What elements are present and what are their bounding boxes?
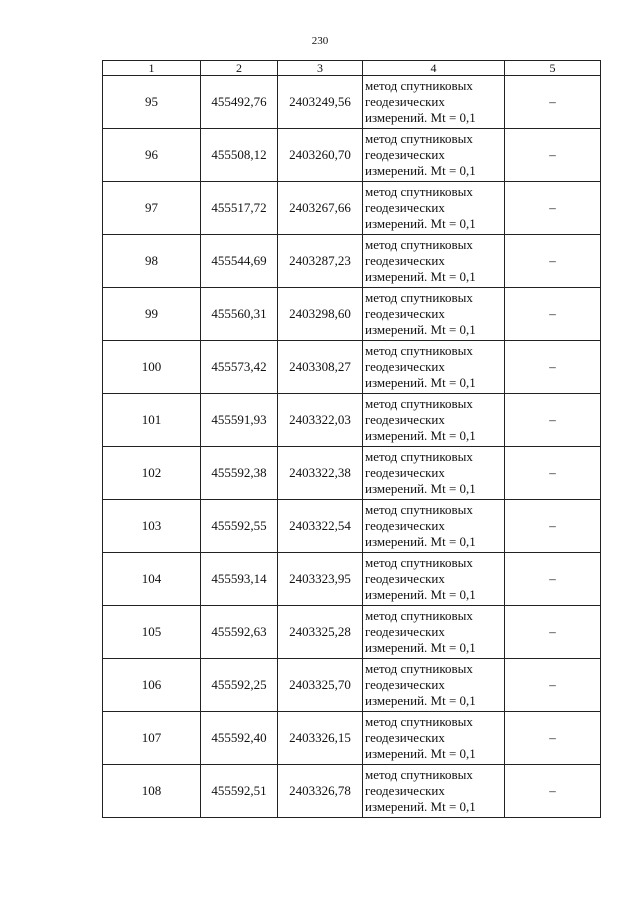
coord-x-cell: 455593,14 xyxy=(201,553,278,606)
method-cell xyxy=(363,712,505,765)
note-cell: – xyxy=(505,288,601,341)
method-line: измерений. Mt = 0,1 xyxy=(365,428,476,443)
method-line: измерений. Mt = 0,1 xyxy=(365,693,476,708)
method-cell xyxy=(363,500,505,553)
method-line: метод спутниковых xyxy=(365,449,473,464)
method-cell xyxy=(363,341,505,394)
note-cell: – xyxy=(505,712,601,765)
coord-x-cell: 455591,93 xyxy=(201,394,278,447)
point-number-cell: 97 xyxy=(103,182,201,235)
method-line: метод спутниковых xyxy=(365,502,473,517)
table-row xyxy=(103,76,601,129)
note-cell: – xyxy=(505,341,601,394)
point-number-cell: 106 xyxy=(103,659,201,712)
coord-y-cell: 2403322,03 xyxy=(278,394,363,447)
coord-y-cell: 2403325,70 xyxy=(278,659,363,712)
coord-x-cell: 455560,31 xyxy=(201,288,278,341)
note-cell: – xyxy=(505,765,601,818)
table-row xyxy=(103,288,601,341)
table-row xyxy=(103,235,601,288)
method-line: метод спутниковых xyxy=(365,555,473,570)
method-cell xyxy=(363,765,505,818)
coordinates-table xyxy=(102,60,601,818)
method-line: геодезических xyxy=(365,253,445,268)
coord-y-cell: 2403267,66 xyxy=(278,182,363,235)
method-line: метод спутниковых xyxy=(365,131,473,146)
method-line: измерений. Mt = 0,1 xyxy=(365,269,476,284)
method-cell xyxy=(363,447,505,500)
coord-y-cell: 2403323,95 xyxy=(278,553,363,606)
table-row xyxy=(103,447,601,500)
note-cell: – xyxy=(505,129,601,182)
coord-x-cell: 455592,25 xyxy=(201,659,278,712)
method-line: метод спутниковых xyxy=(365,184,473,199)
method-line: измерений. Mt = 0,1 xyxy=(365,640,476,655)
method-line: измерений. Mt = 0,1 xyxy=(365,481,476,496)
coord-y-cell: 2403298,60 xyxy=(278,288,363,341)
coord-x-cell: 455508,12 xyxy=(201,129,278,182)
table-row xyxy=(103,606,601,659)
method-line: измерений. Mt = 0,1 xyxy=(365,375,476,390)
method-cell xyxy=(363,394,505,447)
method-line: геодезических xyxy=(365,412,445,427)
coord-y-cell: 2403308,27 xyxy=(278,341,363,394)
method-line: метод спутниковых xyxy=(365,396,473,411)
point-number-cell: 104 xyxy=(103,553,201,606)
method-cell xyxy=(363,606,505,659)
method-line: измерений. Mt = 0,1 xyxy=(365,216,476,231)
coord-y-cell: 2403287,23 xyxy=(278,235,363,288)
header-col-5: 5 xyxy=(505,61,601,76)
method-cell xyxy=(363,288,505,341)
point-number-cell: 99 xyxy=(103,288,201,341)
coord-x-cell: 455592,63 xyxy=(201,606,278,659)
method-line: геодезических xyxy=(365,518,445,533)
method-cell xyxy=(363,553,505,606)
point-number-cell: 107 xyxy=(103,712,201,765)
method-cell xyxy=(363,182,505,235)
table-row xyxy=(103,129,601,182)
method-line: метод спутниковых xyxy=(365,290,473,305)
point-number-cell: 102 xyxy=(103,447,201,500)
coord-y-cell: 2403249,56 xyxy=(278,76,363,129)
point-number-cell: 105 xyxy=(103,606,201,659)
method-line: геодезических xyxy=(365,94,445,109)
note-cell: – xyxy=(505,76,601,129)
method-line: геодезических xyxy=(365,624,445,639)
method-line: измерений. Mt = 0,1 xyxy=(365,534,476,549)
method-line: геодезических xyxy=(365,465,445,480)
method-line: метод спутниковых xyxy=(365,608,473,623)
method-cell xyxy=(363,659,505,712)
method-line: измерений. Mt = 0,1 xyxy=(365,322,476,337)
table-row xyxy=(103,394,601,447)
method-line: измерений. Mt = 0,1 xyxy=(365,587,476,602)
coord-x-cell: 455492,76 xyxy=(201,76,278,129)
point-number-cell: 100 xyxy=(103,341,201,394)
method-line: метод спутниковых xyxy=(365,343,473,358)
point-number-cell: 98 xyxy=(103,235,201,288)
method-line: геодезических xyxy=(365,783,445,798)
method-line: геодезических xyxy=(365,730,445,745)
method-cell xyxy=(363,235,505,288)
method-line: измерений. Mt = 0,1 xyxy=(365,746,476,761)
table-row xyxy=(103,712,601,765)
method-line: геодезических xyxy=(365,306,445,321)
note-cell: – xyxy=(505,659,601,712)
method-line: измерений. Mt = 0,1 xyxy=(365,163,476,178)
coord-x-cell: 455592,55 xyxy=(201,500,278,553)
coord-y-cell: 2403325,28 xyxy=(278,606,363,659)
header-col-1: 1 xyxy=(103,61,201,76)
table-row xyxy=(103,553,601,606)
note-cell: – xyxy=(505,394,601,447)
method-line: геодезических xyxy=(365,200,445,215)
method-line: метод спутниковых xyxy=(365,767,473,782)
coord-x-cell: 455517,72 xyxy=(201,182,278,235)
table-row xyxy=(103,659,601,712)
table-row xyxy=(103,765,601,818)
header-col-4: 4 xyxy=(363,61,505,76)
point-number-cell: 95 xyxy=(103,76,201,129)
note-cell: – xyxy=(505,553,601,606)
coord-x-cell: 455573,42 xyxy=(201,341,278,394)
coord-y-cell: 2403326,78 xyxy=(278,765,363,818)
method-line: измерений. Mt = 0,1 xyxy=(365,799,476,814)
method-line: метод спутниковых xyxy=(365,661,473,676)
coord-x-cell: 455544,69 xyxy=(201,235,278,288)
note-cell: – xyxy=(505,235,601,288)
note-cell: – xyxy=(505,182,601,235)
point-number-cell: 108 xyxy=(103,765,201,818)
table-header-row xyxy=(103,61,601,76)
coord-y-cell: 2403322,38 xyxy=(278,447,363,500)
method-line: метод спутниковых xyxy=(365,237,473,252)
note-cell: – xyxy=(505,500,601,553)
table-body xyxy=(103,76,601,818)
point-number-cell: 101 xyxy=(103,394,201,447)
method-line: измерений. Mt = 0,1 xyxy=(365,110,476,125)
coord-y-cell: 2403260,70 xyxy=(278,129,363,182)
note-cell: – xyxy=(505,606,601,659)
coord-y-cell: 2403326,15 xyxy=(278,712,363,765)
method-line: геодезических xyxy=(365,147,445,162)
point-number-cell: 96 xyxy=(103,129,201,182)
coord-x-cell: 455592,38 xyxy=(201,447,278,500)
coord-x-cell: 455592,40 xyxy=(201,712,278,765)
coord-y-cell: 2403322,54 xyxy=(278,500,363,553)
method-cell xyxy=(363,129,505,182)
header-col-2: 2 xyxy=(201,61,278,76)
method-line: геодезических xyxy=(365,359,445,374)
method-cell xyxy=(363,76,505,129)
table-row xyxy=(103,182,601,235)
page-number: 230 xyxy=(311,35,329,47)
method-line: геодезических xyxy=(365,677,445,692)
table-row xyxy=(103,341,601,394)
coord-x-cell: 455592,51 xyxy=(201,765,278,818)
method-line: геодезических xyxy=(365,571,445,586)
table-row xyxy=(103,500,601,553)
point-number-cell: 103 xyxy=(103,500,201,553)
header-col-3: 3 xyxy=(278,61,363,76)
method-line: метод спутниковых xyxy=(365,714,473,729)
method-line: метод спутниковых xyxy=(365,78,473,93)
note-cell: – xyxy=(505,447,601,500)
